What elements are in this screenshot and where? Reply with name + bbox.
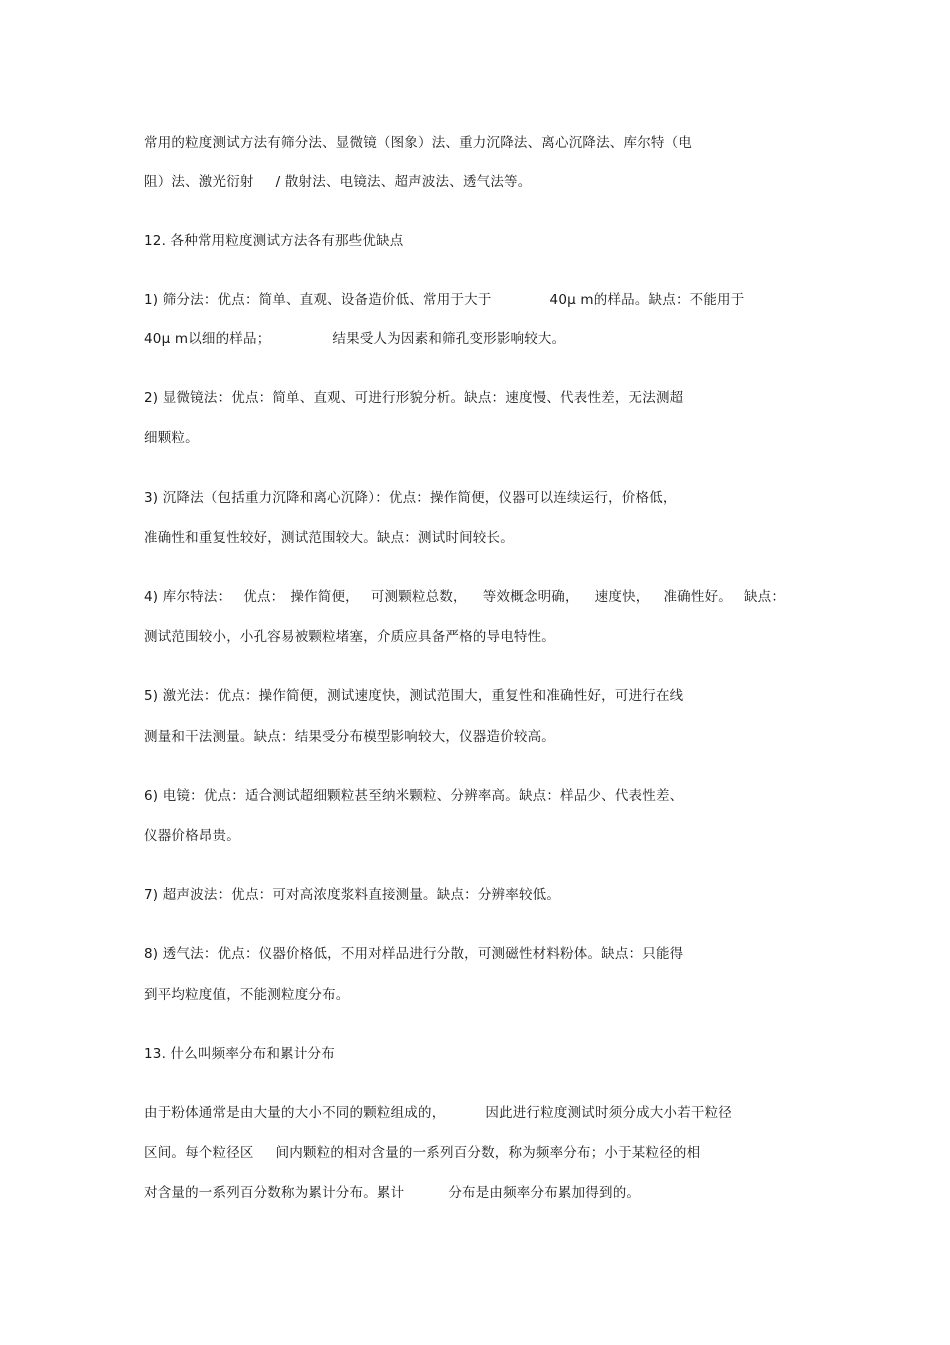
text-segment: 可测颗粒总数，	[370, 589, 467, 605]
section-heading	[144, 1045, 335, 1063]
paragraph-line	[144, 1184, 640, 1202]
text-segment: 对含量的一系列百分数称为累计分布。累计	[144, 1185, 405, 1201]
text-segment: 8) 透气法：优点：仪器价格低，不用对样品进行分散，可测磁性材料粉体。缺点：只能得	[144, 946, 684, 962]
text-segment: 40μ m的样品。缺点：不能用于	[549, 292, 745, 308]
list-item-line	[144, 787, 683, 805]
paragraph-line	[144, 1144, 700, 1162]
text-segment: 缺点：	[743, 589, 786, 605]
text-segment: 分布是由频率分布累加得到的。	[448, 1185, 641, 1201]
text-segment: 13. 什么叫频率分布和累计分布	[144, 1046, 335, 1062]
text-segment: 测量和干法测量。缺点：结果受分布模型影响较大，仪器造价较高。	[144, 729, 555, 745]
section-heading	[144, 232, 403, 250]
text-segment: 3) 沉降法（包括重力沉降和离心沉降）：优点：操作简便，仪器可以连续运行，价格低，	[144, 490, 677, 506]
list-item-line	[144, 330, 565, 348]
text-segment: 7) 超声波法：优点：可对高浓度浆料直接测量。缺点：分辨率较低。	[144, 887, 561, 903]
text-segment: / 散射法、电镜法、超声波法、透气法等。	[275, 174, 532, 190]
list-item-line	[144, 389, 683, 407]
text-segment: 结果受人为因素和筛孔变形影响较大。	[332, 331, 566, 347]
text-segment: 5) 激光法：优点：操作简便，测试速度快，测试范围大，重复性和准确性好，可进行在线	[144, 688, 684, 704]
list-item-line	[144, 827, 240, 845]
paragraph-line	[144, 173, 531, 191]
paragraph-line	[144, 134, 692, 152]
list-item-line	[144, 986, 350, 1004]
text-segment: 常用的粒度测试方法有筛分法、显微镜（图象）法、重力沉降法、离心沉降法、库尔特（电	[144, 135, 692, 151]
text-segment: 准确性好。	[663, 589, 732, 605]
list-item-line	[144, 429, 199, 447]
list-item-line	[144, 687, 683, 705]
text-segment: 1) 筛分法：优点：简单、直观、设备造价低、常用于大于	[144, 292, 492, 308]
text-segment: 等效概念明确，	[482, 589, 579, 605]
text-segment: 40μ m以细的样品；	[144, 331, 271, 347]
text-segment: 操作简便，	[290, 589, 359, 605]
text-segment: 区间。每个粒径区	[144, 1145, 254, 1161]
list-item-line	[144, 886, 560, 904]
text-segment: 4) 库尔特法：	[144, 589, 232, 605]
text-segment: 因此进行粒度测试时须分成大小若干粒径	[485, 1105, 733, 1121]
text-segment: 仪器价格昂贵。	[144, 828, 240, 844]
list-item-line	[144, 529, 514, 547]
text-segment: 12. 各种常用粒度测试方法各有那些优缺点	[144, 233, 404, 249]
text-segment: 准确性和重复性较好，测试范围较大。缺点：测试时间较长。	[144, 530, 514, 546]
list-item-line	[144, 628, 555, 646]
text-segment: 测试范围较小，小孔容易被颗粒堵塞，介质应具备严格的导电特性。	[144, 629, 555, 645]
list-item-line	[144, 588, 785, 606]
text-segment: 间内颗粒的相对含量的一系列百分数，称为频率分布；小于某粒径的相	[275, 1145, 701, 1161]
text-segment: 由于粉体通常是由大量的大小不同的颗粒组成的，	[144, 1105, 446, 1121]
text-segment: 优点：	[243, 589, 285, 605]
list-item-line	[144, 489, 677, 507]
text-segment: 阻）法、激光衍射	[144, 174, 254, 190]
text-segment: 6) 电镜：优点：适合测试超细颗粒甚至纳米颗粒、分辨率高。缺点：样品少、代表性差、	[144, 788, 684, 804]
list-item-line	[144, 728, 555, 746]
paragraph-line	[144, 1104, 732, 1122]
text-segment: 到平均粒度值，不能测粒度分布。	[144, 987, 350, 1003]
text-segment: 细颗粒。	[144, 430, 199, 446]
list-item-line	[144, 291, 744, 309]
list-item-line	[144, 945, 683, 963]
text-segment: 速度快，	[594, 589, 650, 605]
text-segment: 2) 显微镜法：优点：简单、直观、可进行形貌分析。缺点：速度慢、代表性差，无法测超	[144, 390, 684, 406]
